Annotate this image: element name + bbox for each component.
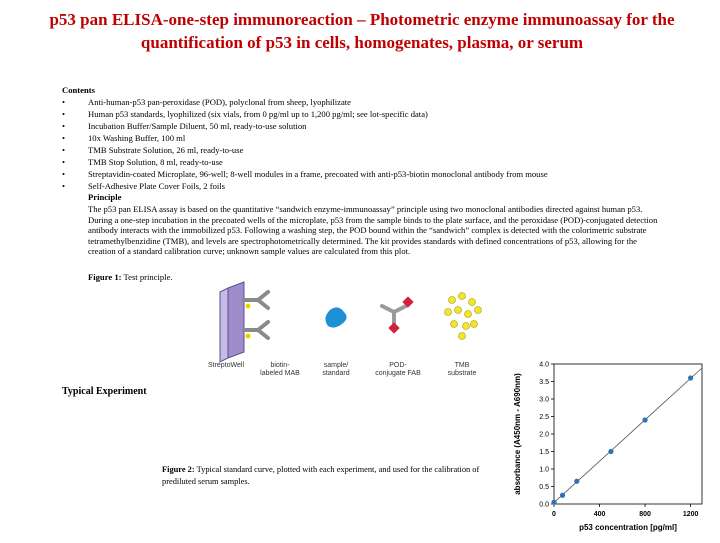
data-point: [642, 417, 647, 422]
standard-curve-svg: [508, 356, 714, 538]
principle-heading: Principle: [88, 192, 122, 202]
list-item: • 10x Washing Buffer, 100 ml: [62, 132, 662, 144]
biotin-dot-icon: [246, 304, 251, 339]
list-item: • TMB Stop Solution, 8 ml, ready-to-use: [62, 156, 662, 168]
y-tick-label: 0.0: [539, 501, 549, 509]
pod-icon-2: [388, 322, 399, 333]
y-axis-label: absorbance (A450nm - A690nm): [513, 373, 522, 495]
figure1-caption-text: Test principle.: [121, 272, 173, 282]
pod-fab-label: POD- conjugate FAB: [375, 362, 421, 377]
list-item: • Incubation Buffer/Sample Diluent, 50 ml, ready-to-use solution: [62, 120, 662, 132]
list-item: • Streptavidin-coated Microplate, 96-well; 8-well modules in a frame, precoated with anti-p53-biotin monoclonal antibody from mouse: [62, 168, 662, 180]
contents-header: Contents: [62, 85, 95, 95]
streptowell-icon: [220, 282, 244, 362]
y-tick-label: 3.5: [539, 379, 549, 386]
pod-fab-icon: [382, 306, 406, 324]
figure1-caption: [88, 272, 173, 282]
y-tick-label: 1.5: [539, 449, 549, 456]
list-item: • Self-Adhesive Plate Cover Foils, 2 foils: [62, 180, 662, 192]
list-item: • Anti-human-p53 pan-peroxidase (POD), polyclonal from sheep, lyophilizate: [62, 96, 662, 108]
y-tick-label: 4.0: [539, 361, 549, 369]
tmb-substrate-icon: [445, 293, 482, 340]
data-point: [574, 479, 579, 484]
standard-curve-chart: [508, 356, 714, 543]
biotin-mab-icon: [244, 292, 268, 338]
x-tick-label: 1200: [682, 511, 699, 518]
page-title: p53 pan ELISA-one-step immunoreaction – Photometric enzyme immunoassay for the quantification of p53 in cells, homogenates, plasma, or serum: [49, 10, 675, 52]
principle-text: The p53 pan ELISA assay is based on the quantitative “sandwich enzyme-immunoassay” principle using two monoclonal antibodies directed against human p53. During a one-step incubation in the precoated wells of the microplate, p53 from the sample binds to the plate surface, and the peroxidase (POD)-conjugated detection antibody interacts with the immobilized p53. Following a washing step, the POD bound within the “sandwich” complex is detected with the colorimetric substrate tetramethylbenzidine (TMB), and levels are spectrophotometrically determined. The kit provides standards with defined concentrations of p53, allowing for the creation of a standard calibration curve; unknown sample values are calculated from this plot.: [88, 204, 658, 256]
test-principle-diagram: [200, 280, 500, 385]
y-tick-label: 0.5: [539, 484, 549, 491]
figure2-caption: [162, 464, 482, 487]
x-axis-label: p53 concentration [pg/ml]: [579, 523, 677, 532]
tmb-label: TMB substrate: [447, 362, 477, 377]
figure2-caption-text: Typical standard curve, plotted with each experiment, and used for the calibration of prediluted serum samples.: [162, 465, 480, 486]
x-tick-label: 400: [593, 511, 606, 518]
data-point: [608, 449, 613, 454]
sample-label: sample/ standard: [322, 362, 350, 377]
streptowell-label: StreptoWell: [207, 362, 245, 369]
figure2-label: Figure 2:: [162, 465, 195, 474]
contents-section: [62, 84, 662, 192]
figure1-label: Figure 1:: [88, 272, 122, 282]
typical-experiment-heading: Typical Experiment: [62, 386, 147, 397]
x-tick-label: 0: [552, 511, 556, 518]
y-tick-label: 1.0: [539, 466, 549, 474]
data-point: [560, 493, 565, 498]
y-tick-label: 3.0: [539, 396, 549, 404]
contents-list: [62, 96, 662, 192]
sample-icon: [325, 307, 346, 327]
data-point: [688, 375, 693, 380]
y-tick-label: 2.5: [539, 414, 549, 421]
biotin-mab-label: biotin- labeled MAB: [260, 362, 300, 377]
list-item: • Human p53 standards, lyophilized (six vials, from 0 pg/ml up to 1,200 pg/ml; see lot-specific data): [62, 108, 662, 120]
data-point: [551, 500, 556, 505]
y-tick-label: 2.0: [539, 431, 549, 439]
x-tick-label: 800: [639, 511, 651, 518]
list-item: • TMB Substrate Solution, 26 ml, ready-to-use: [62, 144, 662, 156]
